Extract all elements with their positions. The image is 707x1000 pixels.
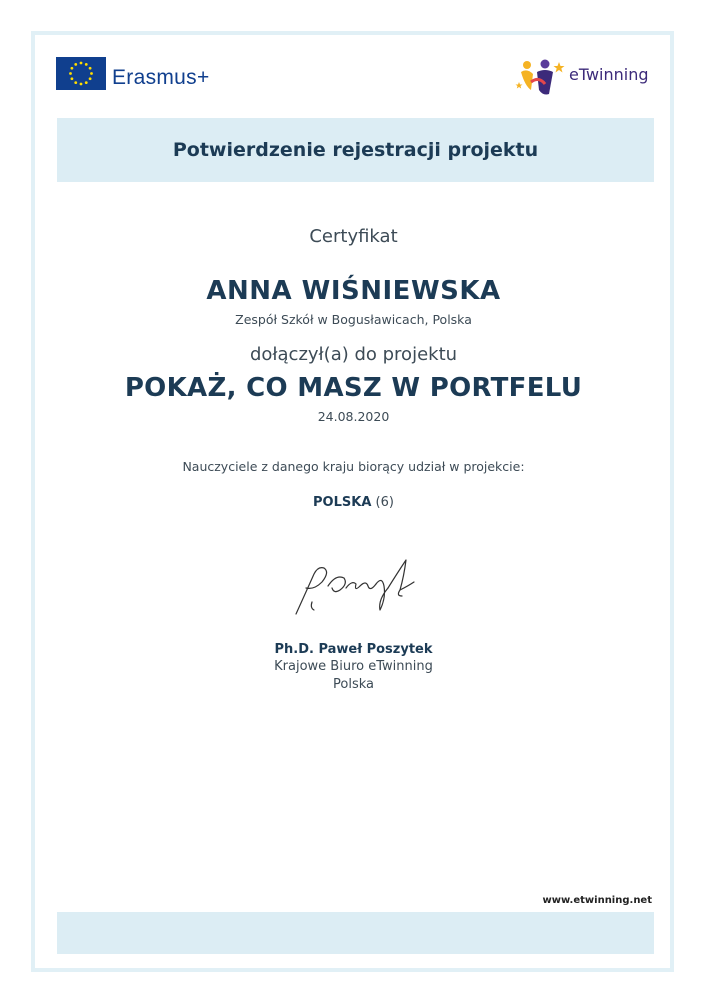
teachers-label: Nauczyciele z danego kraju biorący udział w projekcie: [182,459,525,474]
signatory-country: Polska [333,677,374,692]
signatory-office: Krajowe Biuro eTwinning [274,659,433,674]
project-name: POKAŻ, CO MASZ W PORTFELU [124,373,583,403]
signatory-name: Ph.D. Paweł Poszytek [274,642,433,657]
website-link[interactable]: www.etwinning.net [542,895,652,906]
certificate-label: Certyfikat [309,226,398,247]
etwinning-figures-icon [515,56,567,100]
eu-flag-icon [56,57,106,90]
erasmus-plus-wordmark: Erasmus+ [112,66,210,89]
country-count: (6) [375,495,394,510]
recipient-name: ANNA WIŚNIEWSKA [206,276,501,306]
country-name: POLSKA [313,495,372,510]
erasmus-plus-logo [56,56,210,90]
footer-band [57,912,654,954]
title-banner [57,118,654,182]
country-line [0,495,707,510]
banner-title: Potwierdzenie rejestracji projektu [172,139,539,161]
handwritten-signature [288,552,428,622]
registration-date: 24.08.2020 [317,409,390,424]
etwinning-wordmark: eTwinning [569,64,649,84]
recipient-school: Zespół Szkół w Bogusławicach, Polska [235,312,472,327]
joined-text: dołączył(a) do projektu [249,344,458,365]
etwinning-logo [515,56,649,100]
